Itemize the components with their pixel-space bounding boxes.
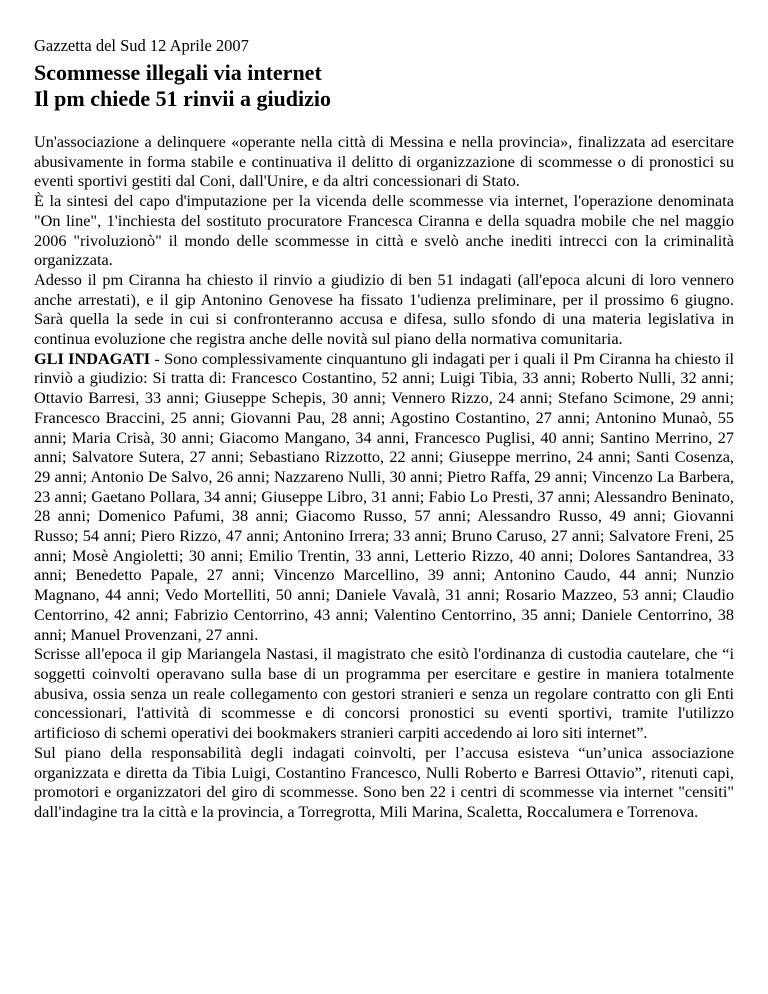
article-paragraph-4 (34, 349, 734, 645)
article-paragraph-3: Adesso il pm Ciranna ha chiesto il rinvio a giudizio di ben 51 indagati (all'epoca alcuni di loro vennero anche arrestati), e il gip Antonino Genovese ha fissato 1'udienza preliminare, per il prossimo 6 giugno. Sarà quella la sede in cui si confronteranno accusa e difesa, sullo sfondo di una materia legislativa in continua evoluzione che registra anche delle novità sul piano della normativa comunitaria. (34, 269, 734, 349)
headline-line-1: Scommesse illegali via internet (34, 60, 322, 85)
document-page (34, 36, 734, 822)
article-paragraph-1: Un'associazione a delinquere «operante nella città di Messina e nella provincia», finalizzata ad esercitare abusivamente in forma stabile e continuativa il delitto di organizzazione di scommesse o di pronostici su eventi sportivi gestiti dal Coni, dall'Unire, e da altri concessionari di Stato. (34, 132, 734, 191)
article-paragraph-2: È la sintesi del capo d'imputazione per la vicenda delle scommesse via internet, l'operazione denominata "On line", 1'inchiesta del sostituto procuratore Francesca Ciranna e della squadra mobile che nel maggio 2006 "rivoluzionò" il mondo delle scommesse in città e svelò anche inediti intrecci con la criminalità organizzata. (34, 191, 734, 270)
article-body (34, 132, 734, 822)
headline-line-2: Il pm chiede 51 rinvii a giudizio (34, 86, 332, 111)
section-lead-indagati: GLI INDAGATI (34, 348, 151, 368)
source-line: Gazzetta del Sud 12 Aprile 2007 (34, 36, 249, 55)
article-paragraph-6: Sul piano della responsabilità degli indagati coinvolti, per l’accusa esisteva “un’unica associazione organizzata e diretta da Tibia Luigi, Costantino Francesco, Nulli Roberto e Barresi Ottavio”, ritenuti capi, promotori e organizzatori del giro di scommesse. Sono ben 22 i centri di scommesse via internet "censiti" dall'indagine tra la città e la provincia, a Torregrotta, Mili Marina, Scaletta, Roccalumera e Torrenova. (34, 742, 734, 821)
article-paragraph-4-text: - Sono complessivamente cinquantuno gli indagati per i quali il Pm Ciranna ha chiesto il rinviò a giudizio: Si tratta di: Francesco Costantino, 52 anni; Luigi Tibia, 33 anni; Roberto Nulli, 32 anni; Ottavio Barresi, 33 anni; Giuseppe Schepis, 30 anni; Vennero Rizzo, 24 anni; Stefano Scimone, 29 anni; Francesco Braccini, 25 anni; Giovanni Pau, 28 anni; Agostino Costantino, 27 anni; Antonino Munaò, 55 anni; Maria Crisà, 30 anni; Giacomo Mangano, 34 anni, Francesco Puglisi, 40 anni; Santino Merrino, 27 anni; Salvatore Sutera, 27 anni; Sebastiano Rizzotto, 22 anni; Giuseppe merrino, 24 anni; Santi Cosenza, 29 anni; Antonio De Salvo, 26 anni; Nazzareno Nulli, 30 anni; Pietro Raffa, 29 anni; Vincenzo La Barbera, 23 anni; Gaetano Pollara, 34 anni; Giuseppe Libro, 31 anni; Fabio Lo Presti, 37 anni; Alessandro Beninato, 28 anni; Domenico Pafumi, 38 anni; Giacomo Russo, 57 anni; Alessandro Russo, 49 anni; Giovanni Russo; 54 anni; Piero Rizzo, 47 anni; Antonino Irrera; 33 anni; Bruno Caruso, 27 anni; Salvatore Freni, 25 anni; Mosè Angioletti; 30 anni; Emilio Trentin, 33 anni, Letterio Rizzo, 40 anni; Dolores Santandrea, 33 anni; Benedetto Papale, 27 anni; Vincenzo Marcellino, 39 anni; Antonino Caudo, 44 anni; Nunzio Magnano, 44 anni; Vedo Mortelliti, 50 anni; Daniele Vavalà, 31 anni; Rosario Mazzeo, 53 anni; Claudio Centorrino, 42 anni; Fabrizio Centorrino, 43 anni; Valentino Centorrino, 35 anni; Daniele Centorrino, 38 anni; Manuel Provenzani, 27 anni. (34, 348, 734, 644)
headline (34, 60, 734, 112)
article-paragraph-5: Scrisse all'epoca il gip Mariangela Nastasi, il magistrato che esitò l'ordinanza di custodia cautelare, che “i soggetti coinvolti operavano sulla base di un programma per esercitare e gestire in maniera totalmente abusiva, ossia senza un reale collegamento con gestori stranieri e senza un regolare contratto con gli Enti concessionari, l'attività di scommesse e di concorsi pronostici su eventi sportivi, tramite l'utilizzo artificioso di schemi operativi dei bookmakers stranieri carpiti accedendo ai loro siti internet”. (34, 644, 734, 743)
